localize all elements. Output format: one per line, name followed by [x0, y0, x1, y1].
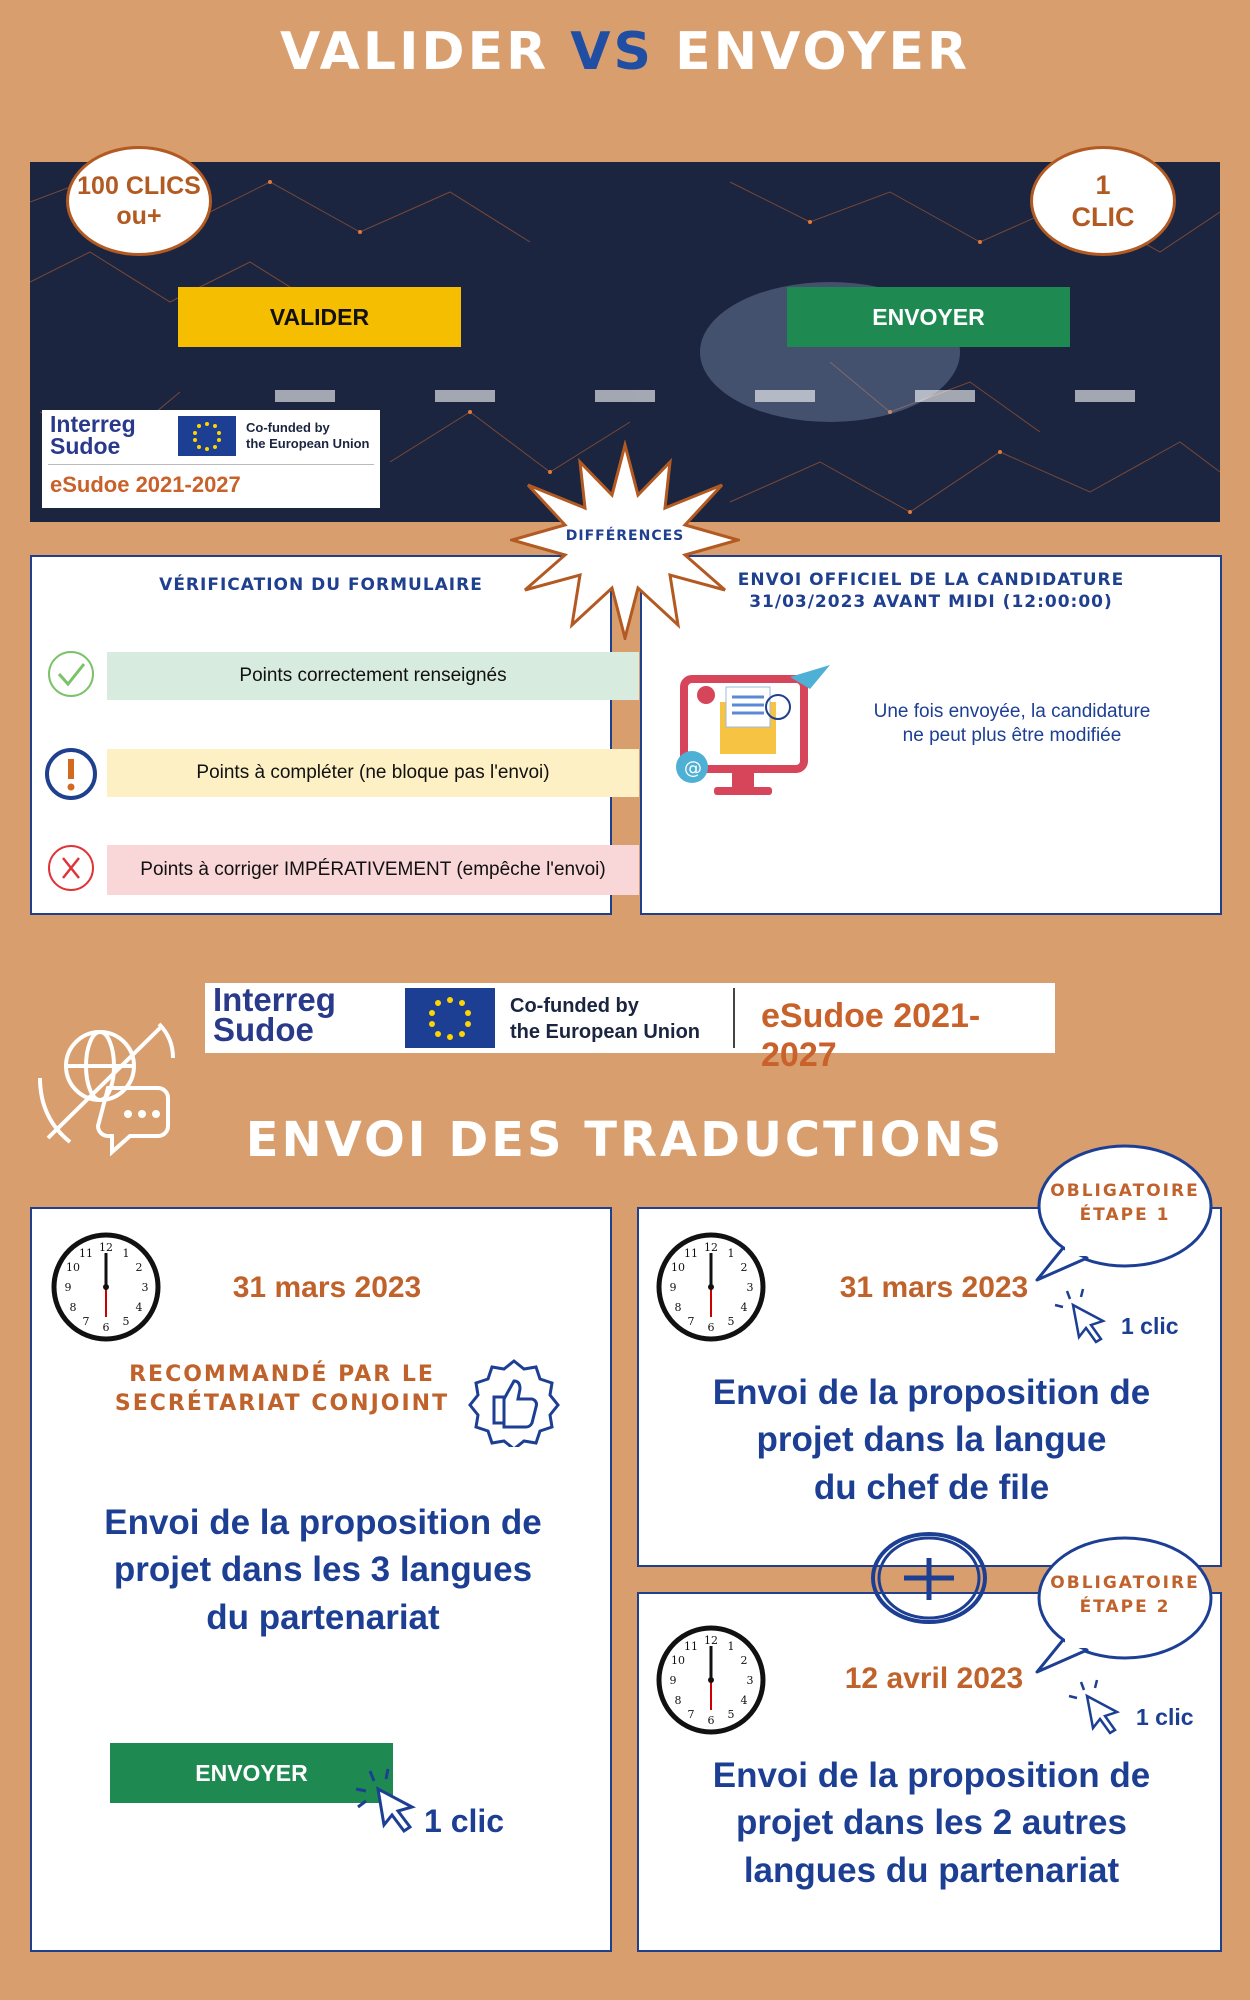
- left-body-line3: du partenariat: [206, 1597, 440, 1637]
- svg-text:6: 6: [102, 1321, 110, 1334]
- eu-flag-icon-2: [405, 988, 495, 1048]
- svg-text:9: 9: [669, 1281, 677, 1294]
- svg-text:7: 7: [687, 1708, 695, 1721]
- cofunded-line1: Co-funded by: [246, 420, 330, 435]
- recommended-line2: SECRÉTARIAT CONJOINT: [114, 1390, 450, 1416]
- check-icon: [46, 649, 96, 699]
- row-correct-text: Points correctement renseignés: [239, 664, 507, 686]
- envoi-officiel-title-2: 31/03/2023 AVANT MIDI (12:00:00): [749, 592, 1113, 613]
- svg-text:11: 11: [79, 1247, 93, 1260]
- exclamation-icon: [44, 747, 98, 801]
- right-top-date: 31 mars 2023: [839, 1271, 1029, 1304]
- monitor-mail-icon: [670, 657, 840, 807]
- bubble-left-line1: 100 CLICS: [77, 172, 201, 200]
- svg-text:8: 8: [69, 1301, 77, 1314]
- logo2-sudoe-text: Sudoe: [213, 1011, 314, 1049]
- svg-text:5: 5: [122, 1315, 130, 1328]
- svg-text:2: 2: [740, 1261, 748, 1274]
- differences-label: DIFFÉRENCES: [565, 528, 685, 544]
- svg-text:4: 4: [740, 1694, 748, 1707]
- svg-text:7: 7: [687, 1315, 695, 1328]
- etape2-line2: ÉTAPE 2: [1079, 1596, 1171, 1617]
- row-corriger: [107, 845, 639, 895]
- svg-text:11: 11: [684, 1640, 698, 1653]
- valider-button[interactable]: VALIDER: [178, 287, 461, 347]
- cursor-click-icon-3: [1067, 1678, 1127, 1738]
- section-title-traductions: ENVOI DES TRADUCTIONS: [245, 1112, 1005, 1168]
- bubble-right-line1: 1: [1095, 169, 1111, 200]
- etape1-line2: ÉTAPE 1: [1079, 1204, 1171, 1225]
- cursor-click-icon-2: [1053, 1287, 1113, 1347]
- thumbs-up-icon: [464, 1357, 564, 1447]
- recommended-line1: RECOMMANDÉ PAR LE: [129, 1362, 435, 1387]
- right-top-body-line2: projet dans la langue: [756, 1420, 1107, 1460]
- left-body-line2: projet dans les 3 langues: [113, 1550, 533, 1590]
- etape2-line1: OBLIGATOIRE: [1050, 1573, 1200, 1593]
- bubble-100-clics: [66, 146, 212, 256]
- left-clic: 1 clic: [424, 1803, 505, 1839]
- row-correct: [107, 652, 639, 700]
- svg-text:8: 8: [674, 1301, 682, 1314]
- svg-text:2: 2: [135, 1261, 143, 1274]
- svg-text:1: 1: [727, 1247, 735, 1260]
- envoi-officiel-text: Une fois envoyée, la candidature ne peut plus être modifiée: [873, 701, 1151, 746]
- title-valider: VALIDER: [279, 22, 550, 82]
- svg-text:10: 10: [66, 1261, 80, 1274]
- logo-interreg-text: Interreg: [50, 411, 136, 437]
- svg-text:11: 11: [684, 1247, 698, 1260]
- logo2-esudoe-text: eSudoe 2021-2027: [761, 997, 981, 1074]
- svg-text:10: 10: [671, 1654, 685, 1667]
- svg-text:8: 8: [674, 1694, 682, 1707]
- clock-icon-3: [655, 1624, 767, 1736]
- eu-flag-icon: [178, 416, 236, 456]
- svg-text:12: 12: [99, 1241, 113, 1254]
- title-vs: VS: [570, 22, 654, 82]
- logo-sudoe-text: Sudoe: [50, 432, 121, 459]
- svg-text:9: 9: [669, 1674, 677, 1687]
- svg-text:1: 1: [727, 1640, 735, 1653]
- page-title: [0, 22, 1250, 82]
- row-complete: [107, 749, 639, 797]
- svg-text:12: 12: [704, 1634, 718, 1647]
- row-corriger-text: Points à corriger IMPÉRATIVEMENT (empêche l'envoi): [140, 858, 606, 880]
- logo2-cofunded-line2: the European Union: [510, 1021, 700, 1043]
- envoyer-button-2[interactable]: ENVOYER: [110, 1743, 393, 1803]
- verification-title: VÉRIFICATION DU FORMULAIRE: [159, 575, 483, 595]
- right-top-body-line3: du chef de file: [813, 1467, 1050, 1507]
- bubble-1-clic: [1030, 146, 1176, 256]
- left-date: 31 mars 2023: [232, 1271, 422, 1304]
- svg-text:9: 9: [64, 1281, 72, 1294]
- svg-text:1: 1: [122, 1247, 130, 1260]
- logo2-interreg-text: Interreg: [213, 981, 336, 1018]
- svg-text:2: 2: [740, 1654, 748, 1667]
- svg-text:4: 4: [135, 1301, 143, 1314]
- card-3-langues: [30, 1207, 612, 1952]
- svg-text:6: 6: [707, 1714, 715, 1727]
- right-top-body-line1: Envoi de la proposition de: [712, 1373, 1151, 1412]
- right-bottom-body-line3: langues du partenariat: [743, 1850, 1120, 1890]
- svg-text:3: 3: [746, 1281, 754, 1294]
- envoi-officiel-title-1: ENVOI OFFICIEL DE LA CANDIDATURE: [737, 570, 1125, 590]
- bubble-right-line2: CLIC: [1071, 202, 1135, 232]
- clock-icon: [50, 1231, 162, 1343]
- banner-logo: [42, 410, 380, 508]
- logo-esudoe-text: eSudoe 2021-2027: [50, 472, 241, 497]
- right-bottom-clic: 1 clic: [1136, 1704, 1194, 1730]
- right-top-clic: 1 clic: [1121, 1313, 1179, 1339]
- svg-text:6: 6: [707, 1321, 715, 1334]
- cursor-click-icon: [354, 1767, 424, 1837]
- svg-text:3: 3: [746, 1674, 754, 1687]
- cofunded-line2: the European Union: [246, 436, 370, 452]
- row-complete-text: Points à compléter (ne bloque pas l'envoi): [196, 761, 550, 783]
- right-bottom-body-line2: projet dans les 2 autres: [736, 1803, 1127, 1843]
- envoyer-button[interactable]: ENVOYER: [787, 287, 1070, 347]
- right-bottom-body-line1: Envoi de la proposition de: [712, 1756, 1151, 1795]
- clock-icon-2: [655, 1231, 767, 1343]
- cross-icon: [46, 843, 96, 893]
- right-bottom-date: 12 avril 2023: [844, 1662, 1024, 1695]
- left-body-line1: Envoi de la proposition de: [104, 1503, 542, 1542]
- svg-text:5: 5: [727, 1315, 735, 1328]
- no-translation-icon: [28, 1018, 188, 1158]
- svg-text:7: 7: [82, 1315, 90, 1328]
- svg-text:@: @: [684, 758, 702, 779]
- etape1-line1: OBLIGATOIRE: [1050, 1181, 1200, 1201]
- bubble-left-line2: ou+: [116, 202, 162, 230]
- svg-text:3: 3: [141, 1281, 149, 1294]
- title-envoyer: ENVOYER: [675, 22, 971, 82]
- svg-text:4: 4: [740, 1301, 748, 1314]
- svg-text:5: 5: [727, 1708, 735, 1721]
- svg-text:10: 10: [671, 1261, 685, 1274]
- logo2-cofunded-line1: Co-funded by: [510, 995, 639, 1017]
- plus-circle-icon: [868, 1528, 990, 1628]
- interreg-logo: [205, 981, 1055, 1074]
- svg-text:12: 12: [704, 1241, 718, 1254]
